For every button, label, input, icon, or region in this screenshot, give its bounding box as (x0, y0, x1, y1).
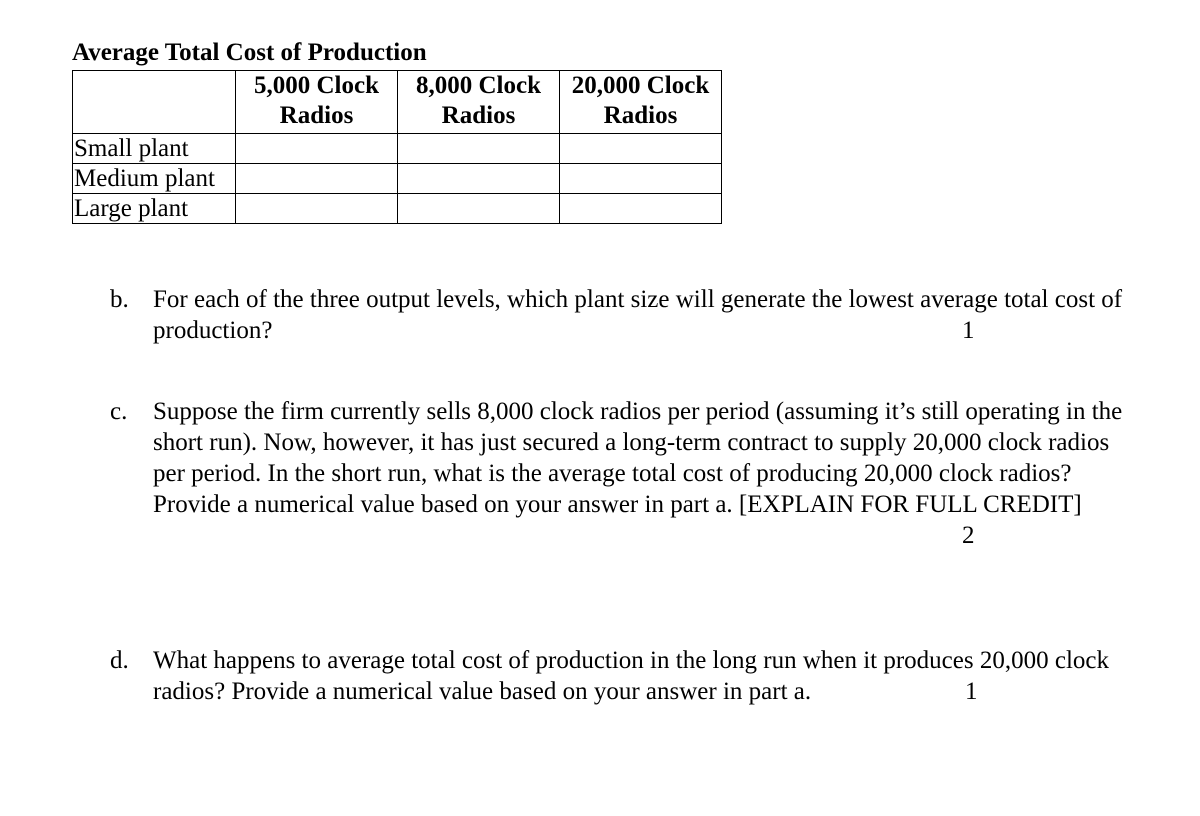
table-cell[interactable] (236, 164, 398, 194)
row-label: Large plant (73, 194, 236, 224)
question-c (110, 396, 1130, 549)
column-header-8000 (398, 71, 560, 134)
question-letter: c. (110, 398, 128, 425)
table-cell[interactable] (398, 164, 560, 194)
table-cell[interactable] (560, 134, 722, 164)
row-label: Medium plant (73, 164, 236, 194)
question-points: 1 (962, 317, 975, 344)
question-points: 1 (965, 678, 978, 705)
table-header-row (73, 71, 722, 134)
table-cell[interactable] (236, 194, 398, 224)
column-header-5000 (236, 71, 398, 134)
table-row-medium-plant (73, 164, 722, 194)
question-text: What happens to average total cost of production in the long run when it produces 20,000 clock radios? Provide a numerical value based on your answer in part a. (153, 647, 1109, 705)
row-label: Small plant (73, 134, 236, 164)
column-header-line2: Radios (279, 102, 354, 129)
table-cell[interactable] (560, 164, 722, 194)
question-letter: b. (110, 286, 129, 313)
table-cell[interactable] (398, 194, 560, 224)
column-header-line2: Radios (441, 102, 516, 129)
question-text: Suppose the firm currently sells 8,000 clock radios per period (assuming it’s still operating in the short run). Now, however, it has just secured a long-term contract to supply 20,000 clock radios per period. In the short run, what is the average total cost of producing 20,000 clock radios? Provide a numerical value based on your answer in part a. [EXPLAIN FOR FULL CREDIT] (153, 398, 1123, 518)
question-points: 2 (962, 522, 975, 549)
question-letter: d. (110, 647, 129, 674)
question-text: For each of the three output levels, which plant size will generate the lowest average total cost of production? (153, 286, 1123, 344)
table-row-large-plant (73, 194, 722, 224)
table-cell[interactable] (398, 134, 560, 164)
question-b (110, 284, 1130, 346)
table-cell[interactable] (560, 194, 722, 224)
header-corner-cell (73, 71, 236, 134)
table-cell[interactable] (236, 134, 398, 164)
table-title: Average Total Cost of Production (72, 39, 427, 66)
average-total-cost-table (72, 70, 722, 224)
column-header-line1: 20,000 Clock (571, 72, 710, 99)
column-header-line1: 5,000 Clock (254, 72, 379, 99)
column-header-20000 (560, 71, 722, 134)
table-row-small-plant (73, 134, 722, 164)
column-header-line1: 8,000 Clock (416, 72, 541, 99)
question-d (110, 645, 1130, 707)
column-header-line2: Radios (603, 102, 678, 129)
